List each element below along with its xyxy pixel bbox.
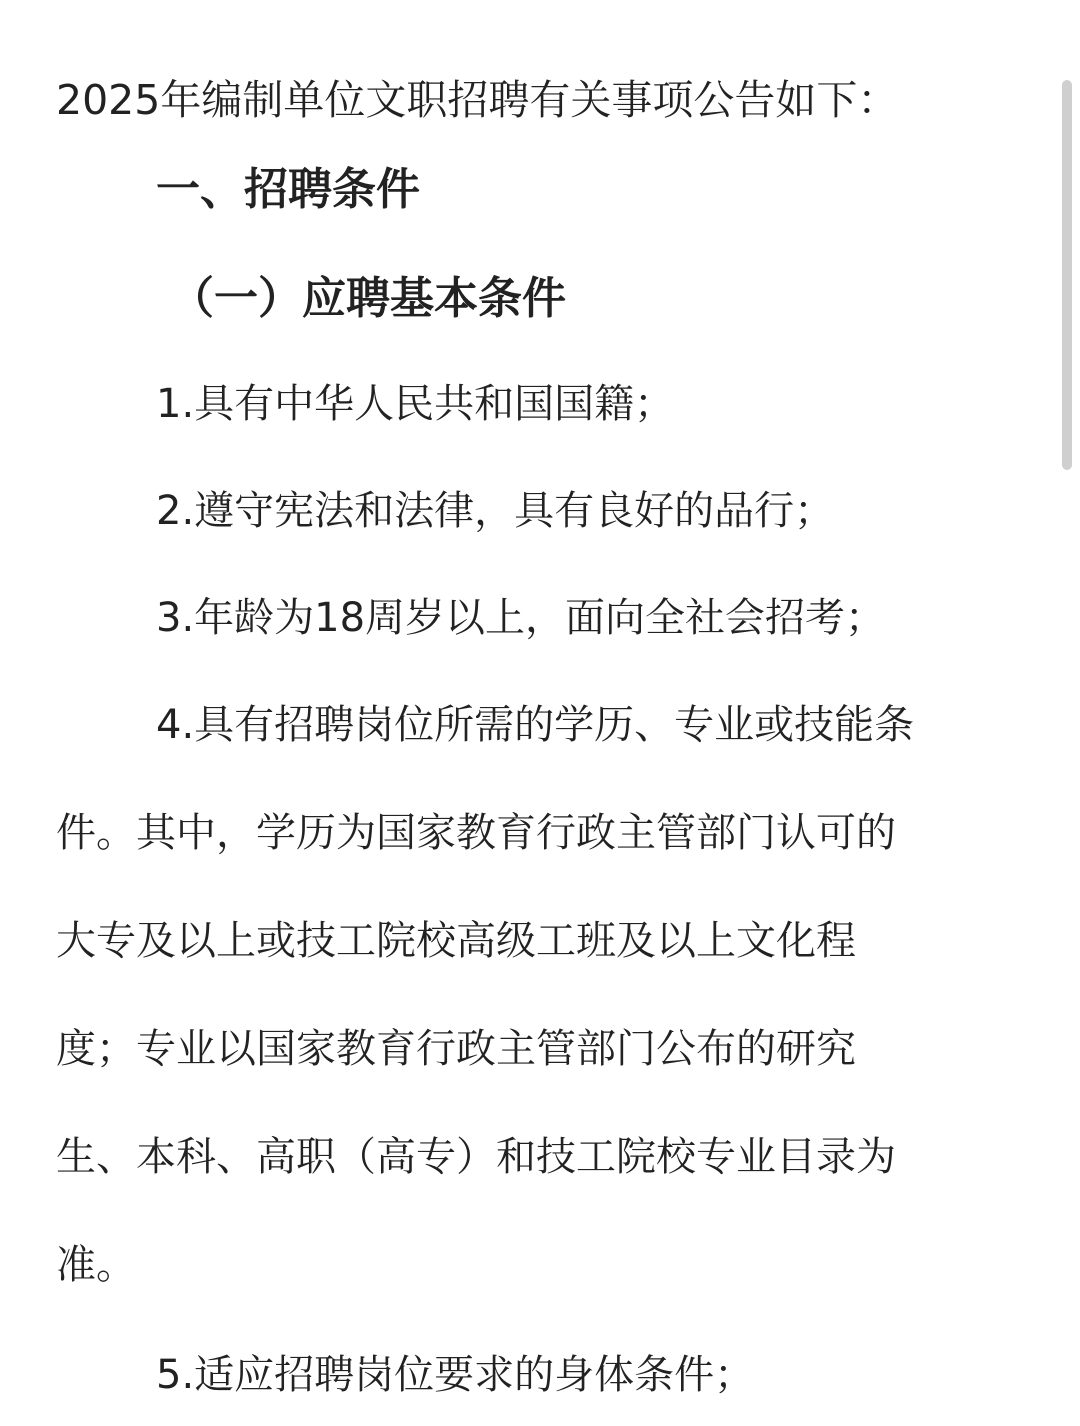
- condition-item-4-line-5: 生、本科、高职（高专）和技工院校专业目录为: [56, 1134, 896, 1180]
- condition-item-5: 5.适应招聘岗位要求的身体条件；: [156, 1352, 755, 1398]
- condition-item-4-line-6: 准。: [56, 1242, 136, 1288]
- condition-item-3: 3.年龄为18周岁以上，面向全社会招考；: [156, 595, 886, 641]
- condition-item-4-line-3: 大专及以上或技工院校高级工班及以上文化程: [56, 918, 856, 964]
- section-1-title: 一、招聘条件: [156, 164, 420, 215]
- condition-item-4-line-1: 4.具有招聘岗位所需的学历、专业或技能条: [156, 702, 915, 748]
- vertical-scrollbar[interactable]: [1062, 80, 1072, 470]
- condition-item-1: 1.具有中华人民共和国国籍；: [156, 381, 675, 427]
- condition-item-2: 2.遵守宪法和法律，具有良好的品行；: [156, 488, 835, 534]
- condition-item-4-line-2: 件。其中，学历为国家教育行政主管部门认可的: [56, 810, 896, 856]
- intro-line: 2025年编制单位文职招聘有关事项公告如下：: [56, 76, 899, 124]
- condition-item-4-line-4: 度；专业以国家教育行政主管部门公布的研究: [56, 1026, 856, 1072]
- subsection-1-title: （一）应聘基本条件: [170, 273, 566, 324]
